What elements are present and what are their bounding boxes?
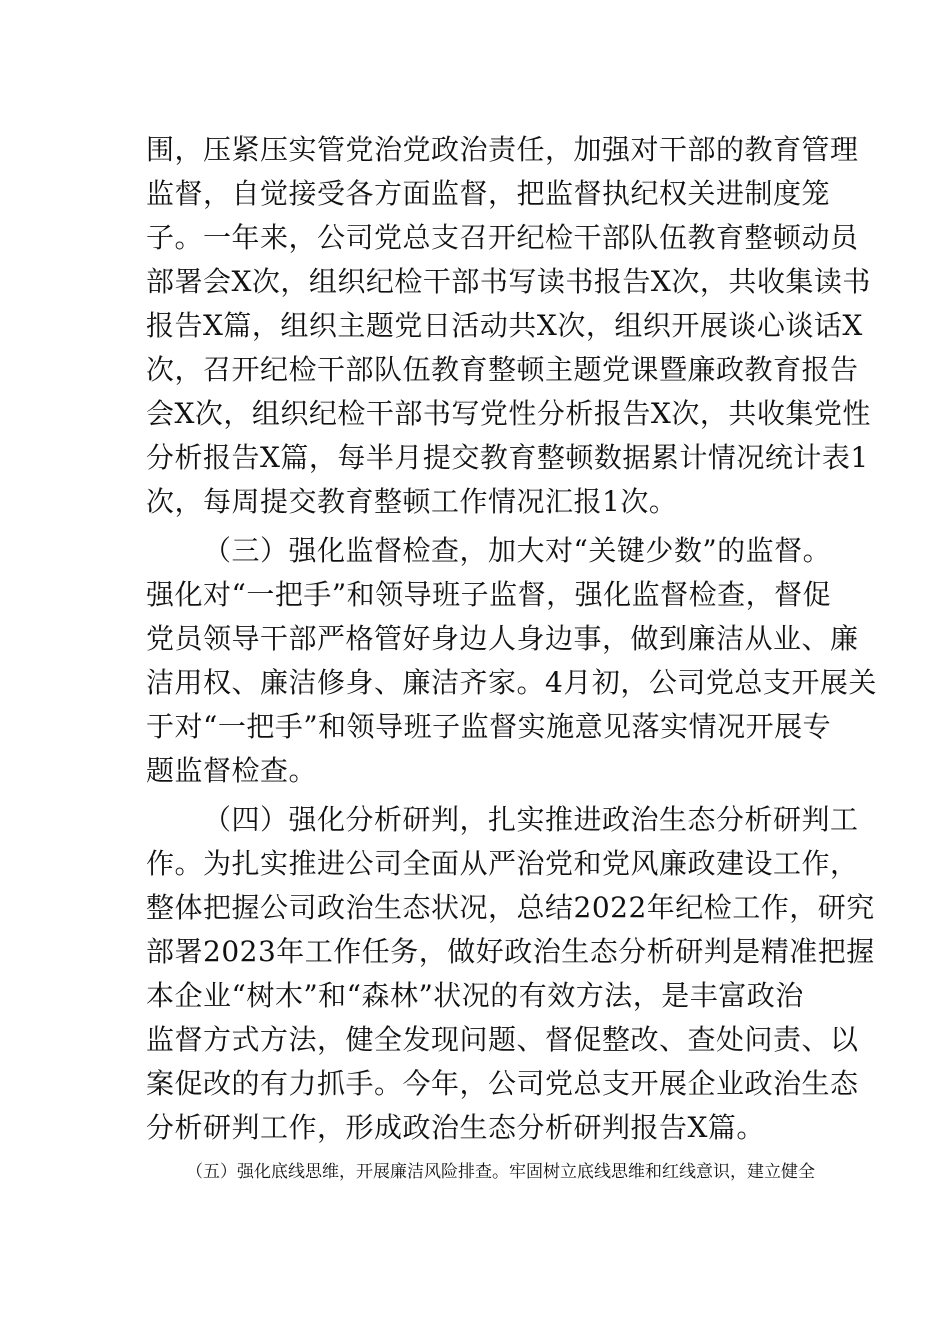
body-line: 监督方式方法，健全发现问题、督促整改、查处问责、以 <box>146 1023 859 1056</box>
body-line: 洁用权、廉洁修身、廉洁齐家。4月初，公司党总支开展关 <box>146 666 877 699</box>
body-line: 分析报告X篇，每半月提交教育整顿数据累计情况统计表1 <box>146 441 869 474</box>
body-line: 子。一年来，公司党总支召开纪检干部队伍教育整顿动员 <box>146 221 859 254</box>
body-line: 围，压紧压实管党治党政治责任，加强对干部的教育管理 <box>146 133 859 166</box>
body-line: 强化对“一把手”和领导班子监督，强化监督检查，督促 <box>146 578 832 611</box>
body-line: 次，每周提交教育整顿工作情况汇报1次。 <box>146 485 678 518</box>
body-line: 案促改的有力抓手。今年，公司党总支开展企业政治生态 <box>146 1067 859 1100</box>
body-line: 题监督检查。 <box>146 754 318 787</box>
body-line: 报告X篇，组织主题党日活动共X次，组织开展谈心谈话X <box>146 309 863 342</box>
section-heading-3: （三）强化监督检查，加大对“关键少数”的监督。 <box>203 534 832 567</box>
body-line: 次，召开纪检干部队伍教育整顿主题党课暨廉政教育报告 <box>146 353 859 386</box>
section-heading-5: （五）强化底线思维，开展廉洁风险排查。牢固树立底线思维和红线意识，建立健全 <box>186 1162 815 1182</box>
section-heading-4: （四）强化分析研判，扎实推进政治生态分析研判工 <box>203 803 859 836</box>
body-line: 作。为扎实推进公司全面从严治党和党风廉政建设工作， <box>146 847 859 880</box>
body-line: 部署2023年工作任务，做好政治生态分析研判是精准把握 <box>146 935 875 968</box>
body-line: 部署会X次，组织纪检干部书写读书报告X次，共收集读书 <box>146 265 871 298</box>
body-line: 监督，自觉接受各方面监督，把监督执纪权关进制度笼 <box>146 177 831 210</box>
body-line: 本企业“树木”和“森林”状况的有效方法，是丰富政治 <box>146 979 804 1012</box>
body-line: 整体把握公司政治生态状况，总结2022年纪检工作，研究 <box>146 891 875 924</box>
body-line: 党员领导干部严格管好身边人身边事，做到廉洁从业、廉 <box>146 622 859 655</box>
body-line: 于对“一把手”和领导班子监督实施意见落实情况开展专 <box>146 710 832 743</box>
body-line: 分析研判工作，形成政治生态分析研判报告X篇。 <box>146 1111 765 1144</box>
body-line: 会X次，组织纪检干部书写党性分析报告X次，共收集党性 <box>146 397 871 430</box>
